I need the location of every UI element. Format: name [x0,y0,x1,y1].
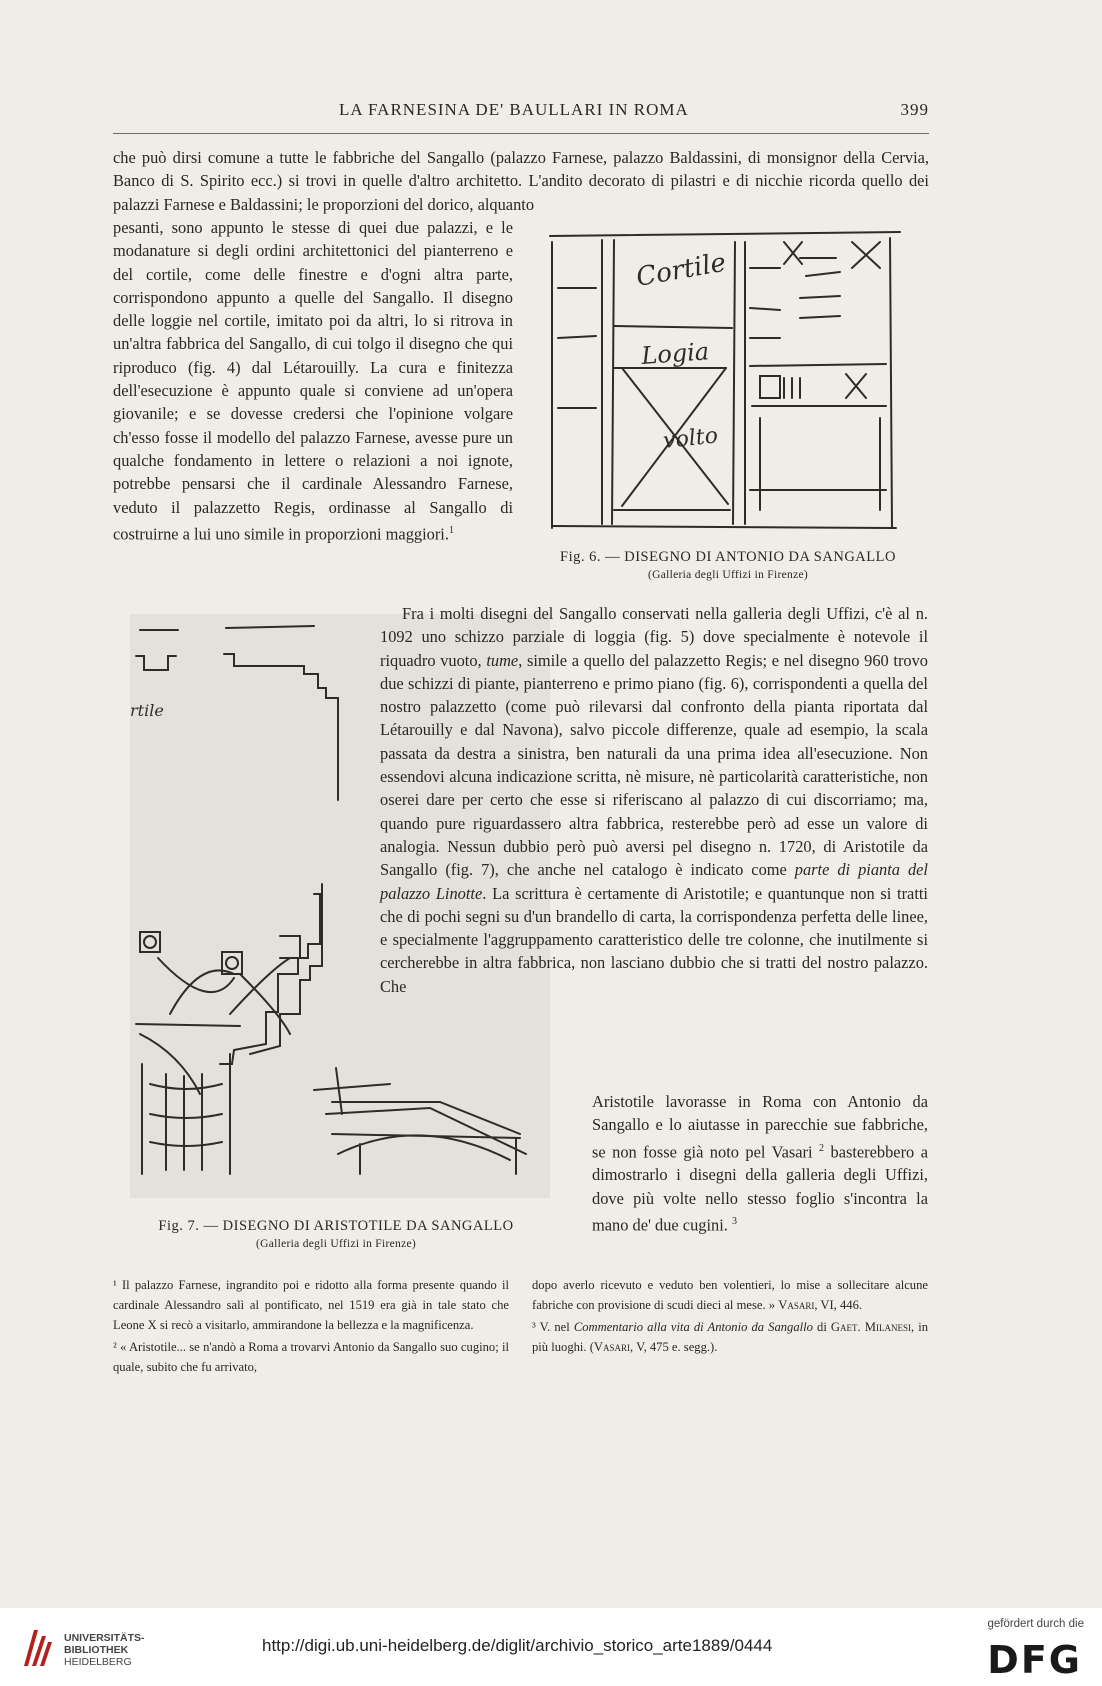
dfg-logo[interactable]: DFG [987,1638,1082,1682]
paragraph-left-column: pesanti, sono appunto le stesse di quei due palazzi, e le modanature si degli ordini architettonici del pianterreno e del cortile, come delle finestre e d'ogni altra parte, corrispondono appunto a quelle del Sangallo. Il disegno delle loggie nel cortile, imitato poi da altri, lo si ritrova in un'altra fabbrica del Sangallo, di cui tolgo il disegno che qui riproduco (fig. 4) dal Létarouilly. La cura e finitezza dell'esecuzione è appunto quale si conviene ad un'opera giovanile; e se dovesse credersi che l'opinione volgare ch'esso fosse il modello del palazzo Farnese, avesse pure un qualche fondamento in lettere o relazioni a noi ignote, potrebbe pensarsi che il cardinale Alessandro Farnese, veduto il palazzetto Regis, ordinasse al Sangallo di costruirne a lui uno simile in proporzioni maggiori.$^1$ [113,218,513,544]
paragraph-right-narrow: Aristotile lavorasse in Roma con Antonio da Sangallo e lo aiutasse in parecchie sue fabbriche, se non fosse già noto pel Vasari $^2$ basterebbero a dimostrarlo i disegni della galleria degli Uffizi, dove più volte nello stesso foglio s'incontra la mano de' due cugini. $^3$ [592,1092,928,1235]
footnote-ref: 2 [819,1142,825,1154]
header-rule [113,133,929,134]
footnote-1: ¹ Il palazzo Farnese, ingrandito poi e ridotto alla forma presente quando il cardinale Alessandro salì al pontificato, nel 1519 era già in tale stato che Leone X si recò a visitarlo, ammirandone la bellezza e la magnificenza. [113,1278,509,1332]
footnote-3: ³ V. nel Commentario alla vita di Antonio da Sangallo di Gaet. Milanesi, in più luoghi. (Vasari, V, 475 e. segg.). [532,1320,928,1354]
handwriting-logia: Logia [640,337,710,370]
figure-6-source: (Galleria degli Uffizi in Firenze) [647,569,809,581]
university-library-logo[interactable] [20,1626,54,1668]
handwriting-cortile: Cortile [634,247,729,293]
footer-bar [0,1608,1102,1686]
figure-6-caption [528,549,928,581]
figure-6 [540,228,912,536]
paragraph-top: che può dirsi comune a tutte le fabbriche del Sangallo (palazzo Farnese, palazzo Baldassini, di monsignor della Cervia, Banco di S. Spirito ecc.) si trovi in quelle d'altro architetto. L'andito decorato di pilastri e di nicchie ricorda quello dei palazzi Farnese e Baldassini; le proporzioni del dorico, alquanto [113,148,929,214]
funding-note: gefördert durch die [987,1618,1084,1630]
figure-6-label: Fig. 6. — DISEGNO DI ANTONIO DA SANGALLO [560,549,896,565]
paragraph-right-column: Fra i molti disegni del Sangallo conservati nella galleria degli Uffizi, c'è al n. 1092 uno schizzo parziale di loggia (fig. 5) dove specialmente è notevole il riquadro vuoto, tume, simile a quello del palazzetto Regis; e nel disegno 960 trovo due schizzi di piante, pianterreno e primo piano (fig. 6), corrispondenti a quella del nostro palazzetto (come può rilevarsi dal confronto della pianta riportata dal Létarouilly e dal Navona), salvo piccole differenze, quale ad esempio, la scala passata da destra a sinistra, ben naturali da una prima idea all'esecuzione. Non essendovi alcuna indicazione scritta, nè misure, nè particolarità caratteristiche, non oserei dare per certo che esse si riferiscano al palazzo di cui discorriamo; ma, quando pure riguardassero altra fabbrica, resterebbe però ad esse un valore di analogia. Nessun dubbio però può aversi pel disegno n. 1720, di Aristotile da Sangallo (fig. 7), che anche nel catalogo è indicato come parte di pianta del palazzo Linotte. La scrittura è certamente di Aristotile; e quantunque non si tratti che di pochi segni su d'un brandello di carta, la corrispondenza perfetta delle linee, e specialmente l'aggruppamento caratteristico delle tre colonne, che inutilmente si cercherebbe in altra fabbrica, non lasciano dubbio che si tratti del nostro palazzo. Che [380,604,928,996]
figure-7-source: (Galleria degli Uffizi in Firenze) [255,1238,417,1250]
library-logo-icon [20,1626,54,1668]
figure-6-sketch [540,228,912,536]
footnote-ref: 1 [448,524,454,536]
handwriting-volto: volto [662,423,720,454]
footnote-ref: 3 [731,1215,737,1227]
library-name: UNIVERSITÄTS- BIBLIOTHEK HEIDELBERG [64,1632,145,1668]
permalink-url[interactable]: http://digi.ub.uni-heidelberg.de/diglit/archivio_storico_arte1889/0444 [262,1636,773,1655]
footnotes-right [532,1275,928,1357]
page-number: 399 [900,100,929,119]
footnote-2-continued: dopo averlo ricevuto e veduto ben volentieri, lo mise a sollecitare alcune fabriche con provisione di scudi dieci al mese. » Vasari, VI, 446. [532,1278,928,1312]
figure-7-label: Fig. 7. — DISEGNO DI ARISTOTILE DA SANGALLO [158,1218,514,1234]
footnote-2: ² « Aristotile... se n'andò a Roma a trovarvi Antonio da Sangallo suo cugino; il quale, subito che fu arrivato, [113,1340,509,1374]
footnotes-left [113,1275,509,1377]
handwriting-rtile: rtile [130,701,164,720]
figure-7-caption [126,1218,546,1250]
running-title: LA FARNESINA DE' BAULLARI IN ROMA [339,100,689,119]
